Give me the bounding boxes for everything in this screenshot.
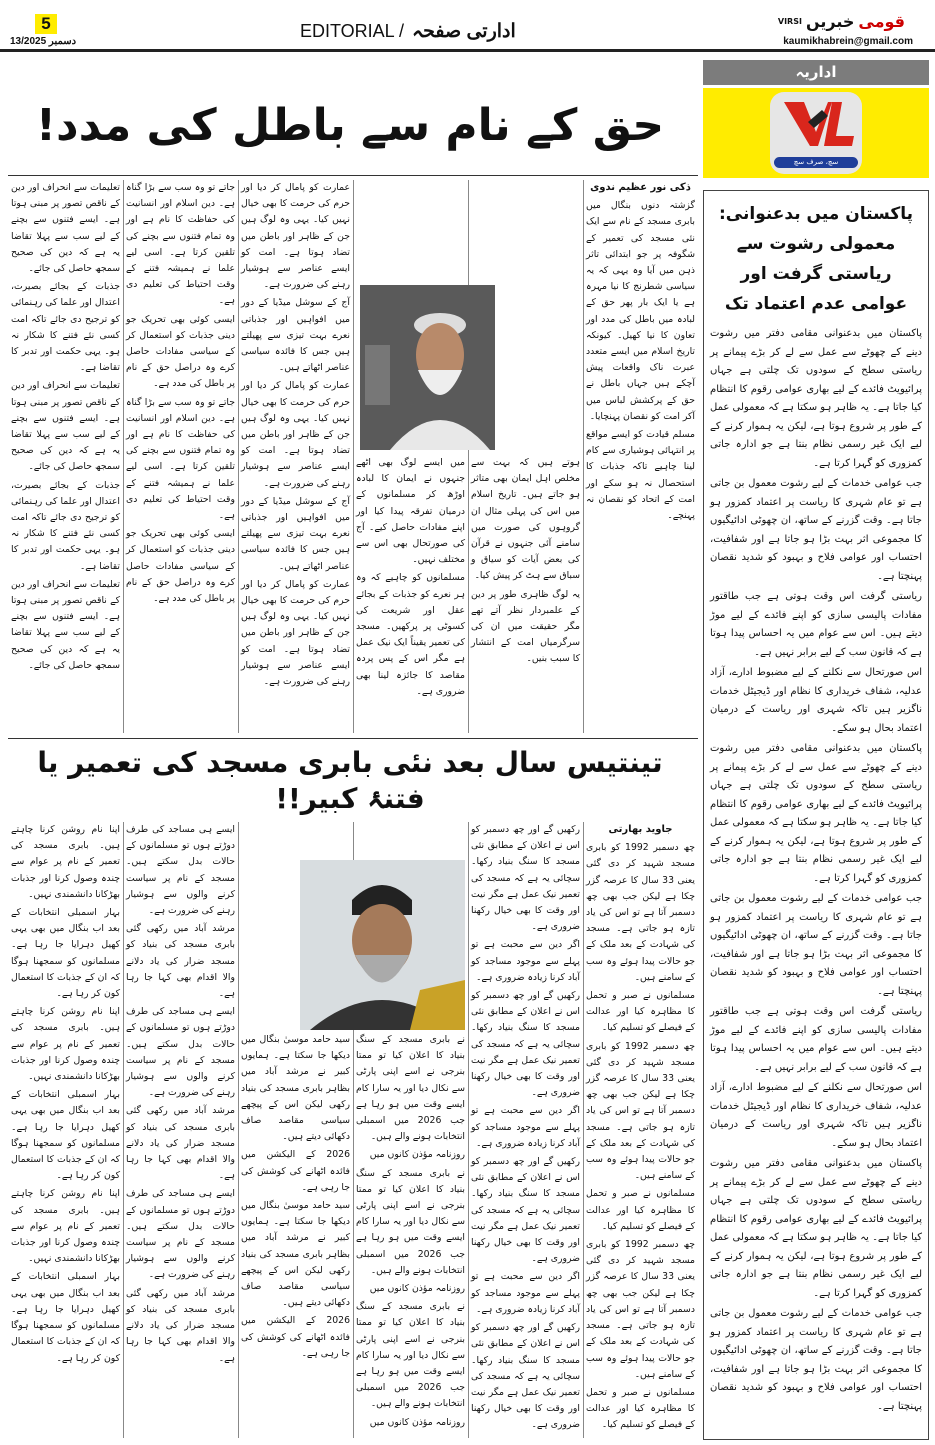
article-paragraph: سید حامد موسیٰ بنگال میں دیکھا جا سکتا ہے۔ ہمایوں کبیر نے مرشد آباد میں بظاہر بابری مسجد کی بنیاد رکھی لیکن اس کے پیچھے سیاسی مقاصد صاف دکھائی دیتے ہیں۔ bbox=[241, 1200, 350, 1309]
editorial-paragraph: جب عوامی خدمات کے لیے رشوت معمول بن جاتی ہے تو عام شہری کا ریاست پر اعتماد کمزور ہو جاتا ہے۔ وقت گزرنے کے ساتھ، ان چھوٹی ادائیگیوں کا مجموعی اثر بہت بڑا ہو جاتا ہے اور شفافیت، احتساب اور عوامی فلاح و بہبود کو شدید نقصان پہنچتا ہے۔ bbox=[710, 893, 922, 997]
article-paragraph: چھ دسمبر 1992 کو بابری مسجد شہید کر دی گئی یعنی 33 سال کا عرصہ گزر چکا ہے لیکن جب بھی چھ دسمبر آتا ہے تو اس کی یاد تازہ ہو جاتی ہے۔ مسجد کی شہادت کے بعد ملک کے جو حالات پیدا ہوئے وہ سب کے سامنے ہیں۔ bbox=[586, 842, 695, 983]
article-paragraph: جاتے تو وہ سب سے بڑا گناہ ہے۔ دین اسلام اور انسانیت کی حفاظت کا نام ہے اور وہ تمام فتنوں سے بچنے کی تلقین کرتا ہے۔ اسی لیے علما نے ہمیشہ فتنے کے وقت احتیاط کی تعلیم دی ہے۔ bbox=[126, 182, 235, 307]
editorial-paragraph: ریاستی گرفت اس وقت ہوتی ہے جب طاقتور مفادات پالیسی سازی کو اپنے فائدے کے لیے موڑ دیتے ہیں۔ اس سے عوام میں یہ احساس پیدا ہوتا ہے کہ قانون سب کے لیے برابر نہیں ہے۔ bbox=[710, 1006, 922, 1073]
article-paragraph: رکھیں گے اور چھ دسمبر کو اس نے اعلان کے مطابق نئی مسجد کا سنگ بنیاد رکھا۔ سچائی یہ ہے کہ مسجد کی تعمیر نیک عمل ہے مگر نیت اور وقت کا بھی خیال رکھنا ضروری ہے۔ bbox=[471, 990, 580, 1099]
article-paragraph: بہار اسمبلی انتخابات کے بعد اب بنگال میں بھی یہی کھیل دہرایا جا رہا ہے۔ مسلمانوں کو سمجھنا ہوگا کہ ان کے جذبات کا استعمال کون کر رہا ہے۔ bbox=[11, 1089, 120, 1182]
article-paragraph: مسلمانوں نے صبر و تحمل کا مظاہرہ کیا اور عدالت کے فیصلے کو تسلیم کیا۔ bbox=[586, 990, 695, 1034]
article-paragraph: عمارت کو پامال کر دیا اور حرم کی حرمت کا بھی خیال نہیں کیا۔ یہی وہ لوگ ہیں جن کے ظاہر اور باطن میں تضاد ہوتا ہے۔ امت کو ایسے عناصر سے ہوشیار رہنے کی ضرورت ہے۔ bbox=[241, 182, 350, 291]
article-paragraph: 2026 کے الیکشن میں فائدہ اٹھانے کی کوشش کی جا رہی ہے۔ bbox=[241, 1149, 350, 1193]
article-paragraph: جاتے تو وہ سب سے بڑا گناہ ہے۔ دین اسلام اور انسانیت کی حفاظت کا نام ہے اور وہ تمام فتنوں سے بچنے کی تلقین کرتا ہے۔ اسی لیے علما نے ہمیشہ فتنے کے وقت احتیاط کی تعلیم دی ہے۔ bbox=[126, 396, 235, 522]
article-paragraph: مسلم قیادت کو ایسے مواقع پر انتہائی ہوشیاری سے کام لینا چاہیے تاکہ جذبات کا استحصال نہ ہو سکے اور امت کے اتحاد کو نقصان نہ پہنچے۔ bbox=[586, 429, 695, 522]
article2-column-1 bbox=[586, 822, 695, 1436]
column-rule bbox=[468, 822, 469, 1438]
article2-column-2 bbox=[471, 822, 580, 1436]
author-photo-zaki-noor bbox=[360, 285, 495, 450]
editorial-paragraph: اس صورتحال سے نکلنے کے لیے مضبوط ادارے، آزاد عدلیہ، شفاف خریداری کا نظام اور ڈیجیٹل خدمات ناگزیر ہیں تاکہ شہری اور ریاست کے درمیان اعتماد بحال ہو سکے۔ bbox=[710, 667, 922, 734]
article-paragraph: ایسی کوئی بھی تحریک جو دینی جذبات کو استعمال کر کے سیاسی مفادات حاصل کرے وہ دراصل حق کے نام پر باطل کی مدد ہے۔ bbox=[126, 313, 235, 390]
article-paragraph: ایسے ہی مساجد کی طرف دوڑتے ہوں تو مسلمانوں کے حالات بدل سکتے ہیں۔ مسجد کے نام پر سیاست کرنے والوں سے ہوشیار رہنے کی ضرورت ہے۔ bbox=[126, 1006, 235, 1099]
logo-tagline: سچ، صرف سچ bbox=[774, 157, 858, 168]
article-paragraph: روزنامہ مؤذن کانوں میں bbox=[369, 1416, 465, 1428]
article-paragraph: اپنا نام روشن کرنا چاہتے ہیں۔ بابری مسجد کی تعمیر کے نام پر عوام سے چندہ وصول کرنا اور جذبات بھڑکانا دانشمندی نہیں۔ bbox=[11, 824, 120, 900]
page-number: 5 bbox=[35, 14, 57, 34]
contact-email[interactable]: kaumikhabrein@gmail.com bbox=[783, 36, 913, 47]
editorial-body bbox=[710, 325, 922, 1418]
article-paragraph: اگر دین سے محبت ہے تو پہلے سے موجود مساجد کو آباد کرنا زیادہ ضروری ہے۔ bbox=[471, 939, 580, 983]
article1-headline: حق کے نام سے باطل کی مدد! bbox=[35, 100, 665, 151]
article-paragraph: چھ دسمبر 1992 کو بابری مسجد شہید کر دی گئی یعنی 33 سال کا عرصہ گزر چکا ہے لیکن جب بھی چھ دسمبر آتا ہے تو اس کی یاد تازہ ہو جاتی ہے۔ مسجد کی شہادت کے بعد ملک کے جو حالات پیدا ہوئے وہ سب کے سامنے ہیں۔ bbox=[586, 1239, 695, 1380]
article2-column-6 bbox=[11, 822, 120, 1369]
article-paragraph: مسلمانوں کو چاہیے کہ وہ ہر نعرے کو جذبات کے بجائے عقل اور شریعت کی کسوٹی پر پرکھیں۔ مسجد کی تعمیر یقیناً ایک نیک عمل ہے مگر اس کے پس پردہ مقاصد کا جائزہ لینا بھی ضروری ہے۔ bbox=[356, 572, 465, 697]
divider bbox=[8, 738, 698, 739]
brand-logo bbox=[778, 12, 905, 31]
article-paragraph: آج کے سوشل میڈیا کے دور میں افواہیں اور جذباتی نعرے بہت تیزی سے پھیلتے ہیں جس کا فائدہ سیاسی عناصر اٹھاتے ہیں۔ bbox=[241, 297, 350, 374]
article2-headline: تینتیس سال بعد نئی بابری مسجد کی تعمیر یا فتنۂ کبیر!! bbox=[37, 746, 663, 815]
column-rule bbox=[123, 822, 124, 1438]
editorial-section-bar: اداریہ bbox=[703, 60, 929, 85]
article1-column-6 bbox=[11, 180, 120, 676]
brand-mark: VIRSI bbox=[777, 17, 802, 26]
editorial-article bbox=[703, 190, 929, 1440]
article-paragraph: ایسے ہی مساجد کی طرف دوڑتے ہوں تو مسلمانوں کے حالات بدل سکتے ہیں۔ مسجد کے نام پر سیاست کرنے والوں سے ہوشیار رہنے کی ضرورت ہے۔ bbox=[126, 1188, 235, 1281]
editorial-paragraph: ریاستی گرفت اس وقت ہوتی ہے جب طاقتور مفادات پالیسی سازی کو اپنے فائدے کے لیے موڑ دیتے ہیں۔ اس سے عوام میں یہ احساس پیدا ہوتا ہے کہ قانون سب کے لیے برابر نہیں ہے۔ bbox=[710, 591, 922, 658]
author-byline: جاوید بھارتی bbox=[608, 824, 673, 835]
editorial-paragraph: پاکستان میں بدعنوانی مقامی دفتر میں رشوت دینے کے چھوٹے سے عمل سے لے کر بڑے پیمانے پر ریاستی سطح کے سودوں تک چلتی ہے جہاں پرائیویٹ فائدے کے لیے بھاری عوامی رقوم کا انتظام کیا جاتا ہے۔ یہ ظاہر ہو سکتا ہے کہ معمولی عمل کے طور پر شروع ہوتا ہے، لیکن یہ ہموار کرنے کے لیے ایک غیر رسمی نظام بنتا ہے جو ادارہ جاتی کمزوری کو گہرا کرتا ہے۔ bbox=[710, 743, 922, 884]
editorial-paragraph: پاکستان میں بدعنوانی مقامی دفتر میں رشوت دینے کے چھوٹے سے عمل سے لے کر بڑے پیمانے پر ریاستی سطح کے سودوں تک چلتی ہے جہاں پرائیویٹ فائدے کے لیے بھاری عوامی رقوم کا انتظام کیا جاتا ہے۔ یہ ظاہر ہو سکتا ہے کہ معمولی عمل کے طور پر شروع ہوتا ہے، لیکن یہ ہموار کرنے کے لیے ایک غیر رسمی نظام بنتا ہے جو ادارہ جاتی کمزوری کو گہرا کرتا ہے۔ bbox=[710, 1158, 922, 1299]
brand-name-b: خبریں bbox=[805, 12, 855, 31]
column-rule bbox=[583, 822, 584, 1438]
article1-column-5 bbox=[126, 180, 235, 609]
editorial-paragraph: جب عوامی خدمات کے لیے رشوت معمول بن جاتی ہے تو عام شہری کا ریاست پر اعتماد کمزور ہو جاتا ہے۔ وقت گزرنے کے ساتھ، ان چھوٹی ادائیگیوں کا مجموعی اثر بہت بڑا ہو جاتا ہے اور شفافیت، احتساب اور عوامی فلاح و بہبود کو شدید نقصان پہنچتا ہے۔ bbox=[710, 1308, 922, 1412]
article-paragraph: تعلیمات سے انحراف اور دین کے ناقص تصور پر مبنی ہوتا ہے۔ ایسے فتنوں سے بچنے کے لیے سب سے پہلا تقاضا یہ ہے کہ دین کی صحیح سمجھ حاصل کی جائے۔ bbox=[11, 380, 120, 473]
article-paragraph: نے بابری مسجد کے سنگ بنیاد کا اعلان کیا تو ممتا بنرجی نے اسے اپنی پارٹی سے نکال دیا اور یہ سارا کام ایسے وقت میں ہو رہا ہے جب 2026 میں اسمبلی انتخابات ہونے والے ہیں۔ bbox=[356, 1167, 465, 1276]
article-paragraph: رکھیں گے اور چھ دسمبر کو اس نے اعلان کے مطابق نئی مسجد کا سنگ بنیاد رکھا۔ سچائی یہ ہے کہ مسجد کی تعمیر نیک عمل ہے مگر نیت اور وقت کا بھی خیال رکھنا ضروری ہے۔ bbox=[471, 1322, 580, 1431]
column-rule bbox=[238, 180, 239, 733]
article-paragraph: اپنا نام روشن کرنا چاہتے ہیں۔ بابری مسجد کی تعمیر کے نام پر عوام سے چندہ وصول کرنا اور جذبات بھڑکانا دانشمندی نہیں۔ bbox=[11, 1188, 120, 1265]
article-paragraph: چھ دسمبر 1992 کو بابری مسجد شہید کر دی گئی یعنی 33 سال کا عرصہ گزر چکا ہے لیکن جب بھی چھ دسمبر آتا ہے تو اس کی یاد تازہ ہو جاتی ہے۔ مسجد کی شہادت کے بعد ملک کے جو حالات پیدا ہوئے وہ سب کے سامنے ہیں۔ bbox=[586, 1040, 695, 1182]
article-paragraph: مرشد آباد میں رکھی گئی بابری مسجد کی بنیاد کو مسجد ضرار کی یاد دلانے والا اقدام بھی کہا جا رہا ہے۔ bbox=[126, 1287, 235, 1364]
article-paragraph: نے بابری مسجد کے سنگ بنیاد کا اعلان کیا تو ممتا بنرجی نے اسے اپنی پارٹی سے نکال دیا اور یہ سارا کام ایسے وقت میں ہو رہا ہے جب 2026 میں اسمبلی انتخابات ہونے والے ہیں۔ bbox=[356, 1034, 465, 1143]
article-paragraph: رکھیں گے اور چھ دسمبر کو اس نے اعلان کے مطابق نئی مسجد کا سنگ بنیاد رکھا۔ سچائی یہ ہے کہ مسجد کی تعمیر نیک عمل ہے مگر نیت اور وقت کا بھی خیال رکھنا ضروری ہے۔ bbox=[471, 1156, 580, 1265]
article-paragraph: اگر دین سے محبت ہے تو پہلے سے موجود مساجد کو آباد کرنا زیادہ ضروری ہے۔ bbox=[471, 1271, 580, 1315]
article-paragraph: ایسے ہی مساجد کی طرف دوڑتے ہوں تو مسلمانوں کے حالات بدل سکتے ہیں۔ مسجد کے نام پر سیاست کرنے والوں سے ہوشیار رہنے کی ضرورت ہے۔ bbox=[126, 824, 235, 917]
divider bbox=[8, 175, 698, 176]
column-rule bbox=[238, 822, 239, 1438]
editorial-logo-panel bbox=[703, 88, 929, 178]
article-paragraph: ہوتے ہیں کہ بہت سے مخلص اہل ایمان بھی متاثر ہو جاتے ہیں۔ تاریخ اسلام میں اس کی پہلی مثال ان گروہوں کی صورت میں سامنے آئی جنہوں نے قرآن کی بعض آیات کو سیاق و سباق سے ہٹ کر پیش کیا۔ bbox=[471, 457, 580, 582]
article-paragraph: ایسی کوئی بھی تحریک جو دینی جذبات کو استعمال کر کے سیاسی مفادات حاصل کرے وہ دراصل حق کے نام پر باطل کی مدد ہے۔ bbox=[126, 528, 235, 605]
author-byline: ذکی نور عظیم ندوی bbox=[590, 182, 691, 193]
article-paragraph: رکھیں گے اور چھ دسمبر کو اس نے اعلان کے مطابق نئی مسجد کا سنگ بنیاد رکھا۔ سچائی یہ ہے کہ مسجد کی تعمیر نیک عمل ہے مگر نیت اور وقت کا بھی خیال رکھنا ضروری ہے۔ bbox=[471, 824, 580, 933]
article-paragraph: جذبات کے بجائے بصیرت، اعتدال اور علما کی رہنمائی کو ترجیح دی جائے تاکہ امت کسی نئے فتنے کا شکار نہ ہو۔ یہی حکمت اور تدبر کا تقاضا ہے۔ bbox=[11, 479, 120, 572]
article2-column-5 bbox=[126, 822, 235, 1369]
article-paragraph: مسلمانوں نے صبر و تحمل کا مظاہرہ کیا اور عدالت کے فیصلے کو تسلیم کیا۔ bbox=[586, 1386, 695, 1431]
article-paragraph: عمارت کو پامال کر دیا اور حرم کی حرمت کا بھی خیال نہیں کیا۔ یہی وہ لوگ ہیں جن کے ظاہر اور باطن میں تضاد ہوتا ہے۔ امت کو ایسے عناصر سے ہوشیار رہنے کی ضرورت ہے۔ bbox=[241, 578, 350, 688]
article-paragraph: عمارت کو پامال کر دیا اور حرم کی حرمت کا بھی خیال نہیں کیا۔ یہی وہ لوگ ہیں جن کے ظاہر اور باطن میں تضاد ہوتا ہے۔ امت کو ایسے عناصر سے ہوشیار رہنے کی ضرورت ہے۔ bbox=[241, 380, 350, 489]
column-rule bbox=[468, 180, 469, 733]
article-paragraph: جذبات کے بجائے بصیرت، اعتدال اور علما کی رہنمائی کو ترجیح دی جائے تاکہ امت کسی نئے فتنے کا شکار نہ ہو۔ یہی حکمت اور تدبر کا تقاضا ہے۔ bbox=[11, 281, 120, 374]
column-rule bbox=[583, 180, 584, 733]
article-paragraph: اپنا نام روشن کرنا چاہتے ہیں۔ بابری مسجد کی تعمیر کے نام پر عوام سے چندہ وصول کرنا اور جذبات بھڑکانا دانشمندی نہیں۔ bbox=[11, 1006, 120, 1083]
article-paragraph: یہ لوگ ظاہری طور پر دین کے علمبردار نظر آتے تھے مگر حقیقت میں ان کی سرگرمیاں امت کے انتشار کا سبب بنیں۔ bbox=[471, 588, 580, 665]
article-paragraph: میں ایسے لوگ بھی اٹھے جنہوں نے ایمان کا لبادہ اوڑھ کر مسلمانوں کے درمیان تفرقہ پیدا کیا اور اپنے مفادات حاصل کیے۔ آج کی صورتحال بھی اس سے مختلف نہیں۔ bbox=[356, 457, 465, 566]
section-title-ur: ادارتی صفحہ bbox=[412, 21, 516, 42]
column-rule bbox=[123, 180, 124, 733]
section-title-en: EDITORIAL / bbox=[300, 21, 405, 41]
editorial-headline: پاکستان میں بدعنوانی: معمولی رشوت سے ریاستی گرفت اور عوامی عدم اعتماد تک bbox=[718, 204, 913, 314]
editorial-paragraph: پاکستان میں بدعنوانی مقامی دفتر میں رشوت دینے کے چھوٹے سے عمل سے لے کر بڑے پیمانے پر ریاستی سطح کے سودوں تک چلتی ہے جہاں پرائیویٹ فائدے کے لیے بھاری عوامی رقوم کا انتظام کیا جاتا ہے۔ یہ ظاہر ہو سکتا ہے کہ معمولی عمل کے طور پر شروع ہوتا ہے، لیکن یہ ہموار کرنے کے لیے ایک غیر رسمی نظام بنتا ہے جو ادارہ جاتی کمزوری کو گہرا کرتا ہے۔ bbox=[710, 328, 922, 469]
masthead bbox=[0, 0, 935, 52]
column-rule bbox=[353, 180, 354, 733]
editorial-paragraph: جب عوامی خدمات کے لیے رشوت معمول بن جاتی ہے تو عام شہری کا ریاست پر اعتماد کمزور ہو جاتا ہے۔ وقت گزرنے کے ساتھ، ان چھوٹی ادائیگیوں کا مجموعی اثر بہت بڑا ہو جاتا ہے اور شفافیت، احتساب اور عوامی فلاح و بہبود کو شدید نقصان پہنچتا ہے۔ bbox=[710, 478, 922, 582]
article-paragraph: مرشد آباد میں رکھی گئی بابری مسجد کی بنیاد کو مسجد ضرار کی یاد دلانے والا اقدام بھی کہا جا رہا ہے۔ bbox=[126, 923, 235, 1000]
article-paragraph: تعلیمات سے انحراف اور دین کے ناقص تصور پر مبنی ہوتا ہے۔ ایسے فتنوں سے بچنے کے لیے سب سے پہلا تقاضا یہ ہے کہ دین کی صحیح سمجھ حاصل کی جائے۔ bbox=[11, 182, 120, 275]
article-paragraph: بہار اسمبلی انتخابات کے بعد اب بنگال میں بھی یہی کھیل دہرایا جا رہا ہے۔ مسلمانوں کو سمجھنا ہوگا کہ ان کے جذبات کا استعمال کون کر رہا ہے۔ bbox=[11, 907, 120, 1000]
article-paragraph: تعلیمات سے انحراف اور دین کے ناقص تصور پر مبنی ہوتا ہے۔ ایسے فتنوں سے بچنے کے لیے سب سے پہلا تقاضا یہ ہے کہ دین کی صحیح سمجھ حاصل کی جائے۔ bbox=[11, 578, 120, 671]
article-paragraph: اگر دین سے محبت ہے تو پہلے سے موجود مساجد کو آباد کرنا زیادہ ضروری ہے۔ bbox=[471, 1105, 580, 1149]
article-paragraph: گزشتہ دنوں بنگال میں بابری مسجد کے نام سے ایک نئی مسجد کی تعمیر کے شگوفہ پر جو ابتدائی تاثر ذہن میں آیا وہ یہی کہ یہ سیاسی شطرنج کا نیا مہرہ ہے یا ایک بار پھر حق کے لبادہ میں باطل کی مدد اور تعاون کا نیا کھیل۔ کیونکہ تاریخ اسلام میں ایسے متعدد عبرت ناک واقعات پیش آچکے ہیں جہاں باطل نے حق کے پرکشش لباس میں آکر امت کو نقصان پہنچایا۔ bbox=[586, 200, 695, 422]
article1-column-4 bbox=[241, 180, 350, 692]
author-photo-javed bbox=[300, 860, 465, 1030]
article-paragraph: سید حامد موسیٰ بنگال میں دیکھا جا سکتا ہے۔ ہمایوں کبیر نے مرشد آباد میں بظاہر بابری مسجد کی بنیاد رکھی لیکن اس کے پیچھے سیاسی مقاصد صاف دکھائی دیتے ہیں۔ bbox=[241, 1034, 350, 1143]
article-paragraph: مسلمانوں نے صبر و تحمل کا مظاہرہ کیا اور عدالت کے فیصلے کو تسلیم کیا۔ bbox=[586, 1188, 695, 1232]
article-paragraph: روزنامہ مؤذن کانوں میں bbox=[369, 1283, 465, 1295]
editorial-paragraph: اس صورتحال سے نکلنے کے لیے مضبوط ادارے، آزاد عدلیہ، شفاف خریداری کا نظام اور ڈیجیٹل خدمات ناگزیر ہیں تاکہ شہری اور ریاست کے درمیان اعتماد بحال ہو سکے۔ bbox=[710, 1082, 922, 1149]
article-paragraph: بہار اسمبلی انتخابات کے بعد اب بنگال میں بھی یہی کھیل دہرایا جا رہا ہے۔ مسلمانوں کو سمجھنا ہوگا کہ ان کے جذبات کا استعمال کون کر رہا ہے۔ bbox=[11, 1271, 120, 1364]
section-title bbox=[300, 20, 516, 43]
article-paragraph: آج کے سوشل میڈیا کے دور میں افواہیں اور جذباتی نعرے بہت تیزی سے پھیلتے ہیں جس کا فائدہ سیاسی عناصر اٹھاتے ہیں۔ bbox=[241, 495, 350, 572]
brand-name-a: قومی bbox=[858, 12, 905, 31]
issue-date: 13/دسمبر 2025 bbox=[10, 36, 77, 47]
vl-logo bbox=[770, 92, 862, 174]
article-paragraph: مرشد آباد میں رکھی گئی بابری مسجد کی بنیاد کو مسجد ضرار کی یاد دلانے والا اقدام بھی کہا جا رہا ہے۔ bbox=[126, 1105, 235, 1182]
article1-column-1 bbox=[586, 180, 695, 526]
article-paragraph: نے بابری مسجد کے سنگ بنیاد کا اعلان کیا تو ممتا بنرجی نے اسے اپنی پارٹی سے نکال دیا اور یہ سارا کام ایسے وقت میں ہو رہا ہے جب 2026 میں اسمبلی انتخابات ہونے والے ہیں۔ bbox=[356, 1301, 465, 1410]
article-paragraph: روزنامہ مؤذن کانوں میں bbox=[369, 1149, 465, 1161]
article-paragraph: 2026 کے الیکشن میں فائدہ اٹھانے کی کوشش کی جا رہی ہے۔ bbox=[241, 1315, 350, 1359]
